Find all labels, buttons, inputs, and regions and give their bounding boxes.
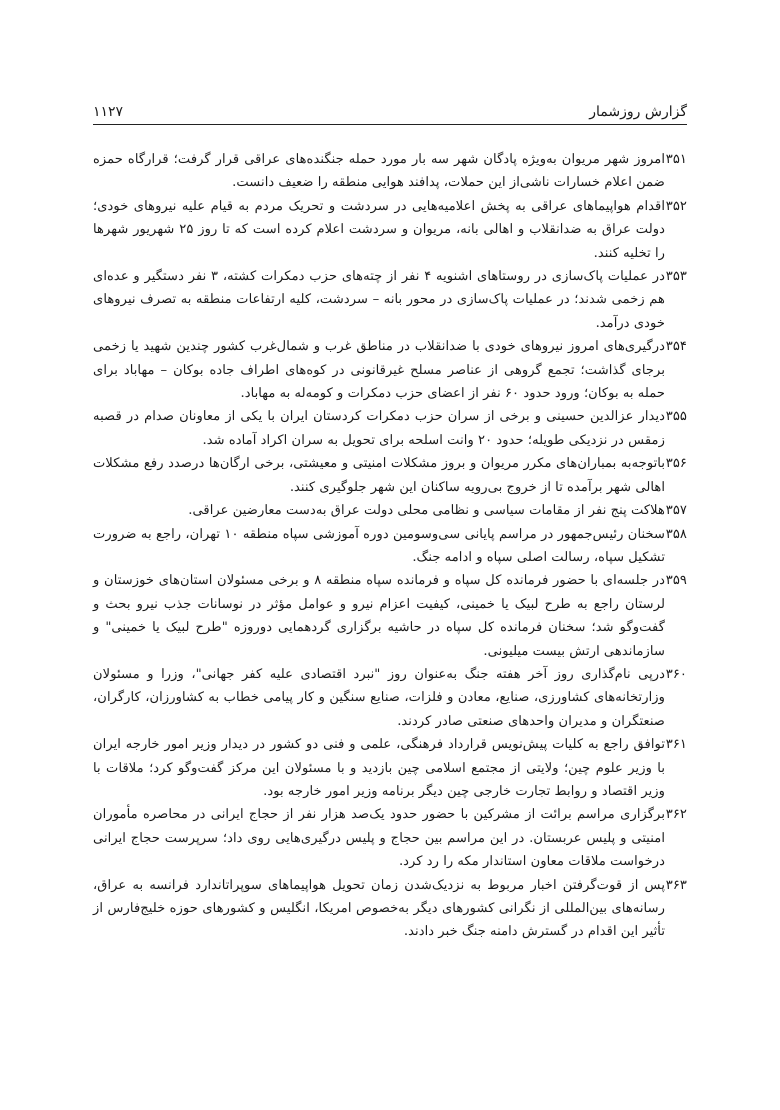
list-item [93, 265, 687, 335]
list-item [93, 663, 687, 733]
page-number: ۱۱۲۷ [93, 104, 124, 120]
entry-list [93, 148, 687, 944]
entry-text: درپی نام‌گذاری روز آخر هفته جنگ به‌عنوان روز "نبرد اقتصادی علیه کفر جهانی"، وزرا و مسئولان وزارتخانه‌های کشاورزی، صنایع، معادن و فلزات، صنایع سنگین و کار پیامی خطاب به کشاورزان، کارگران، صنعتگران و مدیران واحدهای صنعتی صادر کردند. [93, 666, 665, 729]
entry-number: ۳۶۳ [665, 877, 687, 893]
list-item [93, 195, 687, 265]
entry-number: ۳۵۵ [665, 409, 687, 425]
entry-number: ۳۵۳ [665, 269, 687, 285]
list-item [93, 874, 687, 944]
entry-number: ۳۵۲ [665, 198, 687, 214]
entry-number: ۳۵۴ [665, 339, 687, 355]
entry-text: سخنان رئیس‌جمهور در مراسم پایانی سی‌وسومین دوره آموزشی سپاه منطقه ۱۰ تهران، راجع به ضرورت تشکیل سپاه، رسالت اصلی سپاه و ادامه جنگ. [93, 526, 666, 565]
entry-text: در جلسه‌ای با حضور فرمانده کل سپاه و فرمانده سپاه منطقه ۸ و برخی مسئولان استان‌های خوزستان و لرستان راجع به طرح لبیک یا خمینی، کیفیت اعزام نیرو و عوامل مؤثر در نوسانات جذب نیرو بحث و گفت‌وگو شد؛ سخنان فرمانده کل سپاه در حاشیه برگزاری گردهمایی دوروزه "طرح لبیک یا خمینی" و سازماندهی ارتش بیست میلیونی. [93, 573, 665, 659]
list-item [93, 405, 687, 452]
entry-number: ۳۵۸ [665, 526, 687, 542]
entry-text: درگیری‌های امروز نیروهای خودی با ضدانقلاب در مناطق غرب و شمال‌غرب کشور چندین شهید یا زخمی برجای گذاشت؛ تجمع گروهی از عناصر مسلح غیرقانونی در کوه‌های اطراف جاده بوکان – مهاباد برای حمله به بوکان؛ ورود حدود ۶۰ نفر از اعضای حزب دمکرات و کومه‌له به مهاباد. [93, 339, 665, 402]
entry-text: هلاکت پنج نفر از مقامات سیاسی و نظامی محلی دولت عراق به‌دست معارضین عراقی. [188, 503, 665, 519]
list-item [93, 523, 687, 570]
entry-number: ۳۶۰ [665, 666, 687, 682]
entry-text: باتوجه‌به بمباران‌های مکرر مریوان و بروز مشکلات امنیتی و معیشتی، برخی ارگان‌ها درصدد رفع مشکلات اهالی شهر برآمده تا از خروج بی‌رویه ساکنان این شهر جلوگیری کنند. [93, 456, 665, 495]
entry-text: در عملیات پاک‌سازی در روستاهای اشنویه ۴ نفر از چته‌های حزب دمکرات کشته، ۳ نفر دستگیر و عده‌ای هم زخمی شدند؛ در عملیات پاک‌سازی در محور بانه – سردشت، کلیه ارتفاعات منطقه به تصرف نیروهای خودی درآمد. [93, 269, 665, 331]
list-item [93, 148, 687, 195]
entry-text: امروز شهر مریوان به‌ویژه پادگان شهر سه بار مورد حمله جنگنده‌های عراقی قرار گرفت؛ قرارگاه حمزه ضمن اعلام خسارات ناشی‌از این حملات، پدافند هوایی منطقه را ضعیف دانست. [93, 152, 665, 191]
entry-number: ۳۵۷ [665, 503, 687, 519]
entry-text: توافق راجع به کلیات پیش‌نویس قرارداد فرهنگی، علمی و فنی دو کشور در دیدار وزیر امور خارجه ایران با وزیر علوم چین؛ ولایتی از مجتمع اسلامی چین بازدید و با مسئولان این مرکز گفت‌وگو کرد؛ ملاقات با وزیر اقتصاد و روابط تجارت خارجی چین دیگر برنامه وزیر امور خارجه بود. [93, 737, 665, 799]
list-item [93, 569, 687, 663]
entry-number: ۳۵۶ [665, 456, 687, 472]
entry-text: دیدار عزالدین حسینی و برخی از سران حزب دمکرات کردستان ایران با یکی از معاونان صدام در قصبه زمقس در نزدیکی طویله؛ حدود ۲۰ وانت اسلحه برای تحویل به سران اکراد آماده شد. [93, 409, 665, 448]
page-header [93, 92, 687, 125]
entry-number: ۳۶۲ [665, 807, 687, 823]
entry-number: ۳۵۹ [665, 573, 687, 589]
entry-text: پس از قوت‌گرفتن اخبار مربوط به نزدیک‌شدن زمان تحویل هواپیماهای سوپراتاندارد فرانسه به عراق، رسانه‌های بین‌المللی از نگرانی کشورهای دیگر به‌خصوص امریکا، انگلیس و کشورهای حوزه خلیج‌فارس از تأثیر این اقدام در گسترش دامنه جنگ خبر دادند. [93, 877, 665, 940]
list-item [93, 499, 687, 522]
running-title: گزارش روزشمار [589, 104, 687, 120]
entry-number: ۳۶۱ [665, 737, 687, 753]
entry-text: اقدام هواپیماهای عراقی به پخش اعلامیه‌هایی در سردشت و تحریک مردم به قیام علیه نیروهای خودی؛ دولت عراق به ضدانقلاب و اهالی بانه، مریوان و سردشت اعلام کرده است که تا روز ۲۵ شهریور شهرها را تخلیه کنند. [93, 198, 665, 261]
entry-text: برگزاری مراسم برائت از مشرکین با حضور حدود یک‌صد هزار نفر از حجاج ایرانی در محاصره مأموران امنیتی و پلیس عربستان. در این مراسم بین حجاج و پلیس درگیری‌هایی روی داد؛ سرپرست حجاج ایرانی درخواست ملاقات معاون استاندار مکه را رد کرد. [93, 807, 665, 870]
list-item [93, 803, 687, 873]
list-item [93, 733, 687, 803]
entry-number: ۳۵۱ [665, 152, 687, 167]
list-item [93, 452, 687, 499]
list-item [93, 335, 687, 405]
